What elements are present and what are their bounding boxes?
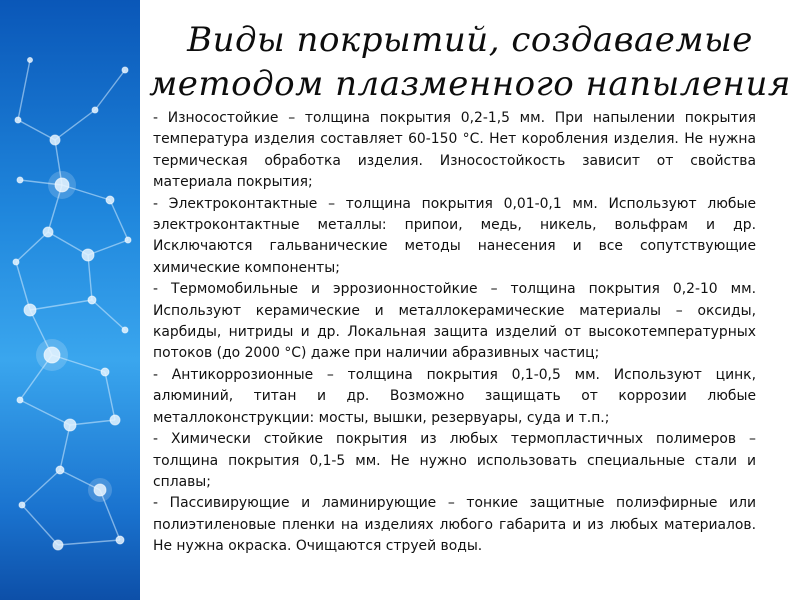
slide-title: [140, 18, 800, 106]
decorative-side-panel: [0, 0, 140, 600]
paragraph-thermal-erosion-resistant: - Термомобильные и эррозионностойкие – толщина покрытия 0,2-10 мм. Используют керамические и металлокерамические материалы – оксиды, карбиды, нитриды и др. Локальная защита изделий от высокотемпературных потоков (до 2000 °С) даже при наличии абразивных частиц;: [153, 281, 756, 362]
molecular-network-graphic: [0, 0, 140, 600]
title-line-1: Виды покрытий, создаваемые: [187, 20, 753, 60]
title-line-2: методом плазменного напыления: [149, 64, 791, 104]
paragraph-anticorrosion: - Антикоррозионные – толщина покрытия 0,1-0,5 мм. Используют цинк, алюминий, титан и др. Возможно защищать от коррозии любые металлоконструкции: мосты, вышки, резервуары, суда и т.п.;: [153, 366, 756, 426]
coating-types-list: [153, 108, 756, 558]
paragraph-wear-resistant: - Износостойкие – толщина покрытия 0,2-1,5 мм. При напылении покрытия температура изделия составляет 60-150 °С. Нет коробления изделия. Не нужна термическая обработка изделия. Износостойкость зависит от свойства материала покрытия;: [153, 110, 756, 191]
paragraph-electrocontact: - Электроконтактные – толщина покрытия 0,01-0,1 мм. Используют любые электроконтактные металлы: припои, медь, никель, вольфрам и др. Исключаются гальванические методы нанесения и все сопутствующие химические компоненты;: [153, 195, 756, 276]
paragraph-chemically-resistant: - Химически стойкие покрытия из любых термопластичных полимеров – толщина покрытия 0,1-5 мм. Не нужно использовать специальные стали и сплавы;: [153, 431, 756, 490]
paragraph-passivating-laminating: - Пассивирующие и ламинирующие – тонкие защитные полиэфирные или полиэтиленовые пленки на изделиях любого габарита и из любых материалов. Не нужна окраска. Очищаются струей воды.: [153, 495, 756, 555]
